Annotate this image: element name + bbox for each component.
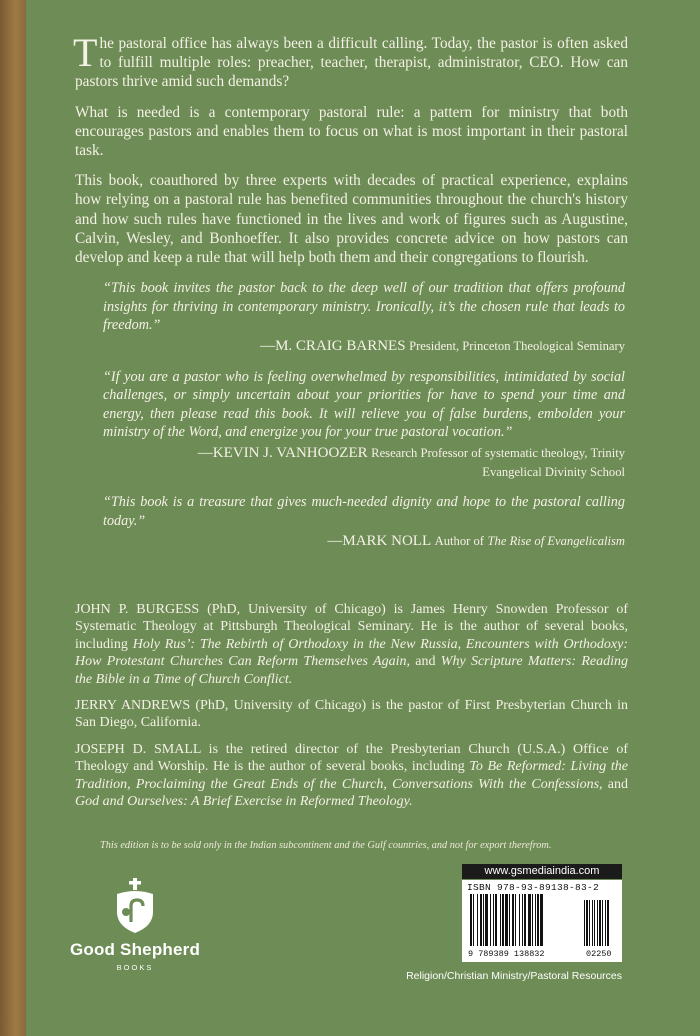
isbn-label: ISBN 978-93-89138-83-2 <box>467 882 600 893</box>
barcode-number-addon: 02250 <box>586 949 612 959</box>
bio-book-titles: Holy Rus’: The Rebirth of Orthodoxy in the New Russia, Encounters with Orthodoxy: How Protestant Churches Can Reform Themselves Again, <box>75 636 628 670</box>
endorser-role: Research Professor of systematic theology, Trinity <box>371 445 625 460</box>
publisher-website: www.gsmediaindia.com <box>462 864 622 879</box>
bio-andrews: JERRY ANDREWS (PhD, University of Chicago) is the pastor of First Presbyterian Church in San Diego, California. <box>75 697 628 731</box>
intro-paragraph-3: This book, coauthored by three experts with decades of practical experience, explains how relying on a pastoral rule has benefited communities throughout the church's history and how such rules have functioned in the lives and work of figures such as Augustine, Calvin, Wesley, and Bonhoeffer. It also provides concrete advice on how pastors can develop and keep a rule that will help both them and their congregations to flourish. <box>75 172 628 267</box>
bio-book-title: Why Scripture Matters: Reading the Bible in a Time of Church Conflict. <box>75 654 628 687</box>
endorser-role: President, Princeton Theological Seminary <box>409 339 625 354</box>
endorsement-vanhoozer <box>103 368 625 482</box>
endorsement-barnes <box>103 279 625 355</box>
bio-small <box>75 741 628 811</box>
endorser-name: —MARK NOLL <box>327 533 432 550</box>
bio-text: and <box>409 654 441 670</box>
endorser-role: Author of <box>434 534 484 549</box>
endorser-book-title: The Rise of Evangelicalism <box>487 534 625 549</box>
endorser-name: —KEVIN J. VANHOOZER <box>197 444 368 461</box>
book-category: Religion/Christian Ministry/Pastoral Resources <box>406 970 622 982</box>
author-bios <box>75 601 628 810</box>
intro-paragraph-1-text: he pastoral office has always been a difficult calling. Today, the pastor is often asked to fulfill multiple roles: preacher, teacher, therapist, administrator, CEO. How can pastors thrive amid such demands? <box>75 35 628 91</box>
bio-text: and <box>602 776 628 792</box>
book-spine-edge <box>0 0 26 1036</box>
bio-book-title: God and Ourselves: A Brief Exercise in Reformed Theology. <box>75 794 413 810</box>
endorsement-noll <box>103 493 625 551</box>
intro-paragraph-1 <box>73 30 628 92</box>
endorsement-text: “This book invites the pastor back to the deep well of our tradition that offers profound insights for thriving in contemporary ministry. Ironically, it’s the chosen rule that leads to freedom.” <box>103 280 625 334</box>
sales-territory-notice: This edition is to be sold only in the Indian subcontinent and the Gulf countries, and not for export therefrom. <box>100 840 552 851</box>
endorsement-text: “If you are a pastor who is feeling overwhelmed by responsibilities, intimidated by social challenges, or simply uncertain about your priorities for have to spend your time and energy, then please read this book. It will relieve you of false burdens, embolden your ministry of the Word, and energize you for your true pastoral vocation.” <box>103 368 625 441</box>
barcode-panel <box>462 880 622 962</box>
barcode-bars <box>462 894 622 950</box>
publisher-logo <box>55 878 215 972</box>
endorsement-text: “This book is a treasure that gives much-needed dignity and hope to the pastoral calling today.” <box>103 494 625 529</box>
drop-cap: T <box>73 30 98 75</box>
bio-text: JOSEPH D. SMALL is the retired director of the Presbyterian Church (U.S.A.) Office of Theology and Worship. He is the author of several books, including <box>75 741 628 775</box>
endorser-name: —M. CRAIG BARNES <box>260 338 406 355</box>
endorsement-attribution <box>103 532 625 551</box>
shepherd-crest-icon <box>113 878 157 934</box>
cover-text <box>73 30 628 819</box>
intro-paragraph-2: What is needed is a contemporary pastoral rule: a pattern for ministry that both encourages pastors and enables them to focus on what is most important in their pastoral task. <box>75 103 628 160</box>
bio-text: JOHN P. BURGESS (PhD, University of Chicago) is James Henry Snowden Professor of Systematic Theology at Pittsburgh Theological Seminary. He is the author of several books, including <box>75 601 628 652</box>
bio-burgess <box>75 601 628 688</box>
bio-book-titles: To Be Reformed: Living the Tradition, Proclaiming the Great Ends of the Church, Conversations With the Confessions, <box>75 759 628 792</box>
publisher-name: Good Shepherd <box>69 940 201 959</box>
endorser-role-line-2: Evangelical Divinity School <box>482 464 625 479</box>
endorsement-attribution <box>103 444 625 481</box>
endorsement-attribution <box>103 337 625 356</box>
barcode-number-main: 9 789389 138832 <box>468 949 545 959</box>
publisher-subtitle: BOOKS <box>116 963 154 972</box>
